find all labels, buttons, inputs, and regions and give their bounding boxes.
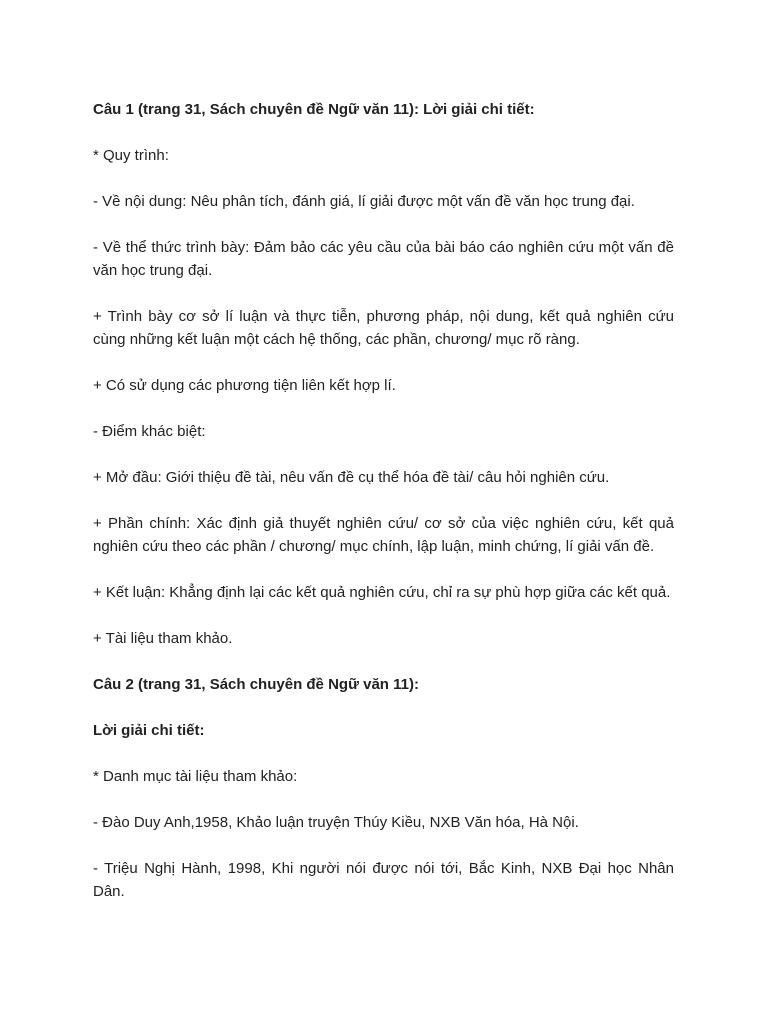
- question-1-heading: Câu 1 (trang 31, Sách chuyên đề Ngữ văn 11): Lời giải chi tiết:: [93, 101, 535, 118]
- reference-item: - Triệu Nghị Hành, 1998, Khi người nói được nói tới, Bắc Kinh, NXB Đại học Nhân Dân.: [93, 860, 674, 900]
- difference-introduction: + Mở đầu: Giới thiệu đề tài, nêu vấn đề cụ thể hóa đề tài/ câu hỏi nghiên cứu.: [93, 469, 610, 486]
- reference-item: - Đào Duy Anh,1958, Khảo luận truyện Thúy Kiều, NXB Văn hóa, Hà Nội.: [93, 814, 579, 831]
- procedure-label: * Quy trình:: [93, 147, 169, 164]
- detailed-answer-heading: Lời giải chi tiết:: [93, 722, 205, 739]
- difference-conclusion: + Kết luận: Khẳng định lại các kết quả nghiên cứu, chỉ ra sự phù hợp giữa các kết quả.: [93, 584, 671, 601]
- difference-main-part: + Phần chính: Xác định giả thuyết nghiên cứu/ cơ sở của việc nghiên cứu, kết quả nghiên cứu theo các phần / chương/ mục chính, lập luận, minh chứng, lí giải vấn đề.: [93, 515, 674, 555]
- differences-label: - Điểm khác biệt:: [93, 423, 206, 440]
- content-item: - Về nội dung: Nêu phân tích, đánh giá, lí giải được một vấn đề văn học trung đại.: [93, 193, 635, 210]
- format-subitem-linking: + Có sử dụng các phương tiện liên kết hợp lí.: [93, 377, 396, 394]
- question-2-heading: Câu 2 (trang 31, Sách chuyên đề Ngữ văn 11):: [93, 676, 419, 693]
- document-page: [93, 98, 674, 926]
- reference-list-label: * Danh mục tài liệu tham khảo:: [93, 768, 298, 785]
- difference-references: + Tài liệu tham khảo.: [93, 630, 233, 647]
- format-subitem-presentation: + Trình bày cơ sở lí luận và thực tiễn, phương pháp, nội dung, kết quả nghiên cứu cùng những kết luận một cách hệ thống, các phần, chương/ mục rõ ràng.: [93, 308, 674, 348]
- format-item: - Về thể thức trình bày: Đảm bảo các yêu cầu của bài báo cáo nghiên cứu một vấn đề văn học trung đại.: [93, 239, 674, 279]
